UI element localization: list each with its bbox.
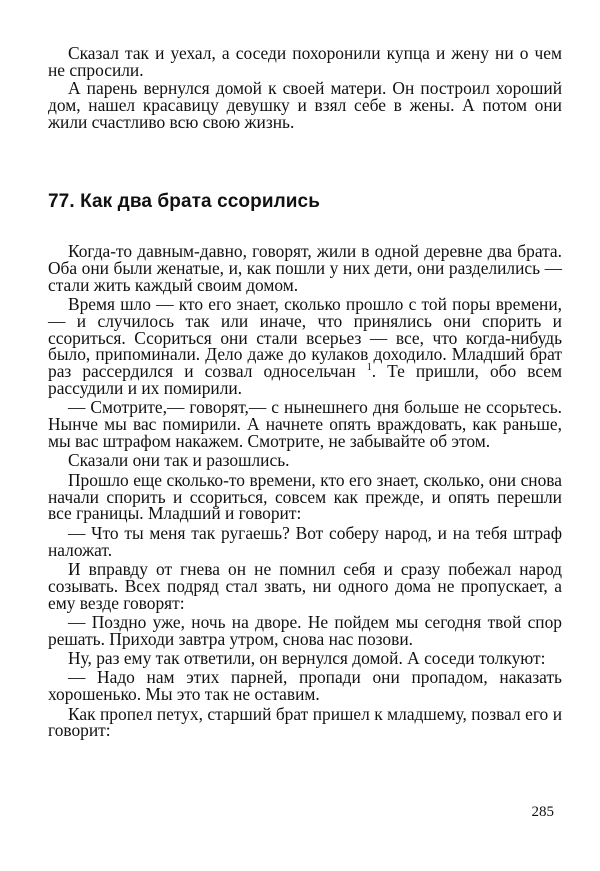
text-paragraph: — Поздно уже, ночь на дворе. Не пойдем мы сегодня твой спор решать. Приходи завтра утром, снова нас позови. — [48, 611, 562, 649]
chapter-title: 77. Как два брата ссорились — [48, 191, 320, 212]
paragraph-text: Время шло — кто его знает, сколько прошло с той поры времени,— и случилось так или иначе, что принялись они спорить и ссориться. Ссориться они стали всерьез — все, что когда-нибудь было, припоминали. Дело даже до кулаков доходило. Младший брат раз рассердился и созвал односельчан — [48, 293, 562, 382]
paragraph-text-continued: . Те пришли, обо всем рассудили и их помирили. — [48, 361, 563, 398]
page-number: 285 — [531, 804, 554, 820]
text-paragraph: Сказали они так и разошлись. — [68, 450, 290, 471]
text-paragraph: Прошло еще сколько-то времени, кто его знает, сколько, они снова начали спорить и ссориться, совсем как прежде, и опять перешли все границы. Младший и говорит: — [48, 469, 562, 524]
story-body — [48, 243, 562, 739]
text-paragraph — [48, 293, 563, 398]
text-paragraph: Ну, раз ему так ответили, он вернулся домой. А соседи толкуют: — [68, 648, 546, 669]
text-paragraph: А парень вернулся домой к своей матери. Он построил хороший дом, нашел красавицу девушку и взял себе в жены. А потом они жили счастливо всю свою жизнь. — [48, 78, 562, 132]
text-paragraph: Когда-то давным-давно, говорят, жили в одной деревне два брата. Оба они были женатые, и, как пошли у них дети, они разделились — стали жить каждый своим домом. — [48, 241, 562, 295]
text-paragraph: Сказал так и уехал, а соседи похоронили купца и жену ни о чем не спросили. — [48, 43, 562, 80]
text-paragraph: Как пропел петух, старший брат пришел к младшему, позвал его и говорит: — [48, 703, 562, 741]
text-paragraph: — Что ты меня так ругаешь? Вот соберу народ, и на тебя штраф наложат. — [48, 522, 562, 560]
footnote-marker: 1 — [366, 362, 372, 374]
text-paragraph: И вправду от гнева он не помнил себя и сразу побежал народ созывать. Всех подряд стал звать, ни одного дома не пропускает, а ему везде говорят: — [48, 558, 562, 613]
text-paragraph: — Смотрите,— говорят,— с нынешнего дня больше не ссорьтесь. Нынче мы вас помирили. А начнете опять враждовать, как раньше, мы вас штрафом накажем. Смотрите, не забывайте об этом. — [48, 397, 562, 451]
text-paragraph: — Надо нам этих парней, пропади они пропадом, наказать хорошенько. Мы это так не оставим. — [48, 667, 562, 705]
